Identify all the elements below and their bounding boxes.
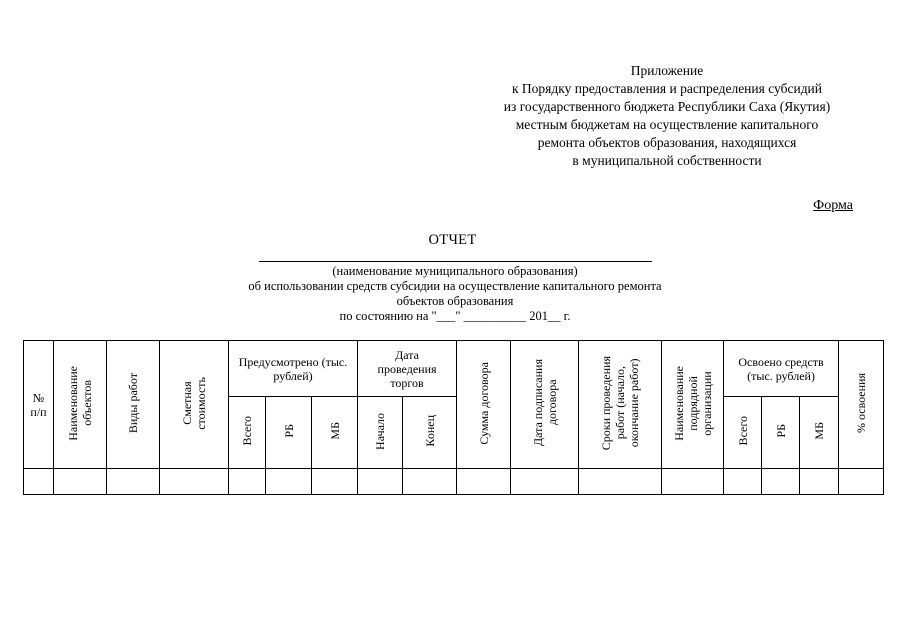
header-text: Дата: [395, 347, 419, 362]
table-cell[interactable]: [160, 469, 229, 495]
header-text: Сумма договора: [476, 361, 491, 445]
col-header-spent-rb: [762, 397, 800, 469]
header-text: стоимость: [194, 376, 208, 430]
report-table: [23, 340, 884, 495]
table-row: [24, 469, 884, 495]
header-text: МБ: [812, 422, 827, 440]
header-text: Предусмотрено (тыс.: [238, 354, 348, 369]
table-cell[interactable]: [662, 469, 724, 495]
subtitle-line: по состоянию на "___" __________ 201__ г.: [339, 309, 571, 323]
appendix-line: ремонта объектов образования, находящихся: [537, 135, 797, 150]
header-text: Конец: [422, 415, 437, 447]
header-text: рублей): [273, 368, 313, 383]
header-text: Сметная: [180, 381, 194, 425]
header-text: % освоения: [854, 372, 869, 434]
table-cell[interactable]: [107, 469, 160, 495]
header-text: МБ: [327, 422, 342, 440]
table-cell[interactable]: [229, 469, 266, 495]
col-header-planned-total: [229, 397, 266, 469]
form-label: Форма: [813, 198, 853, 213]
header-row-top: [24, 341, 884, 397]
col-header-contractor: [662, 341, 724, 469]
header-text: РБ: [773, 424, 788, 438]
table-cell[interactable]: [579, 469, 662, 495]
table-cell[interactable]: [24, 469, 54, 495]
header-text: (тыс. рублей): [747, 368, 815, 383]
col-header-tender-start: [358, 397, 403, 469]
subtitle-line: об использовании средств субсидии на осуществление капитального ремонта: [248, 279, 662, 293]
header-text: Начало: [373, 412, 388, 450]
header-text: п/п: [30, 404, 47, 419]
col-header-estimate: [160, 341, 229, 469]
header-text: Всего: [735, 416, 750, 446]
appendix-line: в муниципальной собственности: [572, 153, 762, 168]
table-cell[interactable]: [266, 469, 312, 495]
col-header-planned-mb: [312, 397, 358, 469]
header-text: Наименование: [671, 365, 686, 441]
header-text: Наименование: [66, 365, 80, 441]
table-cell[interactable]: [54, 469, 107, 495]
header-text: работ (начало,: [613, 366, 628, 440]
header-text: №: [32, 390, 45, 405]
header-text: Сроки проведения: [599, 355, 614, 451]
report-subtitle: [220, 264, 690, 324]
appendix-line: к Порядку предоставления и распределения субсидий: [511, 81, 823, 96]
appendix-line: из государственного бюджета Республики Саха (Якутия): [503, 99, 831, 114]
report-title: ОТЧЕТ: [428, 232, 477, 248]
header-text: проведения: [377, 361, 437, 376]
header-text: подрядной: [685, 375, 700, 431]
appendix-line: Приложение: [630, 63, 704, 78]
header-text: Виды работ: [126, 372, 140, 434]
municipality-name-line: [259, 261, 652, 262]
col-header-number: [24, 341, 54, 469]
header-text: организации: [699, 370, 714, 436]
header-text: Освоено средств: [738, 354, 824, 369]
subtitle-line: (наименование муниципального образования): [332, 264, 578, 278]
col-header-object-name: [54, 341, 107, 469]
header-text: Всего: [240, 416, 254, 446]
table-cell[interactable]: [800, 469, 839, 495]
header-text: окончание работ): [627, 358, 642, 448]
table-cell[interactable]: [762, 469, 800, 495]
header-text: торгов: [390, 375, 424, 390]
header-text: Дата подписания: [530, 359, 545, 447]
col-header-spent-total: [724, 397, 762, 469]
col-header-spent: [724, 341, 839, 397]
header-text: РБ: [281, 424, 296, 438]
col-header-percent: [839, 341, 884, 469]
col-header-contract-sum: [457, 341, 511, 469]
table-cell[interactable]: [839, 469, 884, 495]
col-header-tender-date: [358, 341, 457, 397]
table-cell[interactable]: [457, 469, 511, 495]
table-cell[interactable]: [358, 469, 403, 495]
table-cell[interactable]: [312, 469, 358, 495]
appendix-block: [472, 62, 862, 170]
col-header-work-types: [107, 341, 160, 469]
col-header-tender-end: [403, 397, 457, 469]
col-header-spent-mb: [800, 397, 839, 469]
header-text: договора: [544, 380, 559, 426]
appendix-line: местным бюджетам на осуществление капитального: [515, 117, 819, 132]
table-cell[interactable]: [724, 469, 762, 495]
header-text: объектов: [80, 380, 94, 426]
subtitle-line: объектов образования: [396, 294, 514, 308]
col-header-planned-rb: [266, 397, 312, 469]
table-cell[interactable]: [403, 469, 457, 495]
col-header-planned: [229, 341, 358, 397]
col-header-signing-date: [511, 341, 579, 469]
col-header-work-terms: [579, 341, 662, 469]
table-cell[interactable]: [511, 469, 579, 495]
